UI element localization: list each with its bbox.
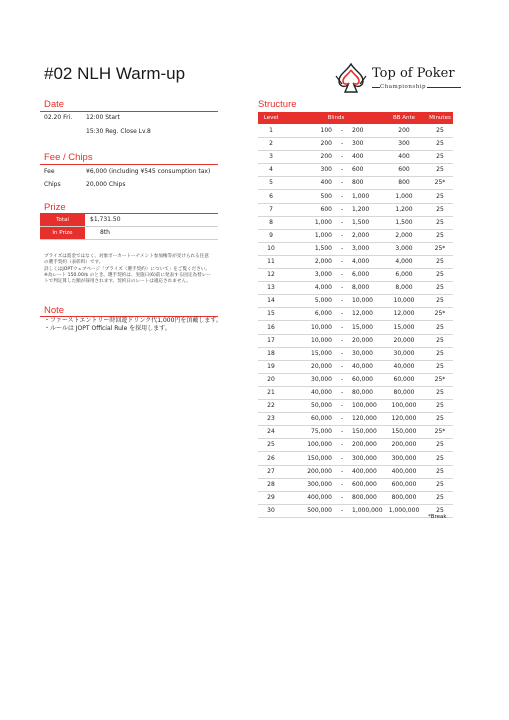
bb-ante-cell: 300,000 [391, 454, 417, 462]
table-row [258, 360, 453, 374]
big-blind: 1,500 [352, 218, 370, 226]
prize-note-line: プライズは賞金ではなく、対象ポーカートーナメント参加権等が受けられる任意 [44, 254, 209, 259]
big-blind: 20,000 [352, 336, 373, 344]
logo-divider-left [372, 87, 380, 88]
small-blind: 4,000 [314, 284, 332, 292]
prize-bottom-divider [40, 239, 218, 240]
bb-ante-cell: 2,000 [395, 231, 413, 239]
fee-label: Fee [44, 168, 55, 175]
small-blind: 50,000 [311, 402, 332, 410]
big-blind: 10,000 [352, 297, 373, 305]
level-cell: 26 [267, 454, 275, 462]
blinds-dash: - [341, 192, 344, 200]
level-cell: 9 [269, 231, 273, 239]
minutes-cell: 25 [436, 127, 444, 134]
big-blind: 80,000 [352, 389, 373, 396]
blinds-dash: - [341, 127, 344, 134]
prize-note-line: トで判定算した額が採用されます。契約日のレートは適応されません。 [44, 279, 191, 285]
bb-ante-cell: 600,000 [391, 480, 417, 488]
prize-in-prize-value: 8th [100, 229, 110, 236]
big-blind: 400 [352, 153, 364, 161]
level-cell: 5 [269, 179, 273, 187]
blinds-dash: - [341, 480, 344, 488]
col-minutes: Minutes [429, 115, 451, 121]
page-title: #02 NLH Warm-up [44, 64, 186, 83]
bb-ante-cell: 200,000 [391, 441, 417, 449]
bb-ante-cell: 300 [398, 140, 410, 148]
blinds-dash: - [341, 428, 344, 436]
blinds-dash: - [341, 140, 344, 148]
small-blind: 30,000 [311, 375, 332, 383]
level-cell: 15 [267, 310, 275, 318]
big-blind: 300,000 [352, 454, 377, 462]
minutes-cell: 25 [436, 506, 444, 514]
big-blind: 3,000 [352, 244, 370, 252]
level-cell: 7 [269, 205, 273, 213]
table-row [258, 334, 453, 348]
bb-ante-cell: 150,000 [391, 428, 417, 436]
table-row [258, 255, 453, 269]
note-lines [44, 317, 222, 333]
small-blind: 150,000 [307, 454, 332, 462]
big-blind: 15,000 [352, 323, 373, 331]
prize-in-prize-row [40, 227, 218, 239]
minutes-cell: 25* [434, 428, 446, 436]
big-blind: 2,000 [352, 231, 370, 239]
level-cell: 1 [269, 127, 273, 134]
table-row [258, 465, 453, 479]
bb-ante-cell: 1,000,000 [388, 506, 420, 514]
bb-ante-cell: 120,000 [391, 415, 417, 423]
table-row [258, 163, 453, 177]
bb-ante-cell: 400 [398, 153, 410, 161]
minutes-cell: 25 [436, 467, 444, 475]
spade-logo-icon [334, 62, 368, 94]
blinds-dash: - [341, 454, 344, 462]
blinds-dash: - [341, 218, 344, 226]
bb-ante-cell: 600 [398, 166, 410, 174]
level-cell: 2 [269, 140, 273, 148]
minutes-cell: 25 [436, 218, 444, 226]
minutes-cell: 25 [436, 389, 444, 396]
bb-ante-cell: 1,500 [395, 218, 413, 226]
small-blind: 1,000 [314, 218, 332, 226]
minutes-cell: 25 [436, 297, 444, 305]
small-blind: 500 [320, 192, 332, 200]
big-blind: 600,000 [352, 480, 377, 488]
prize-note-line: の選手契約（表彰料）です。 [44, 260, 104, 266]
table-row [258, 307, 453, 321]
small-blind: 15,000 [311, 349, 332, 357]
break-note: *Break [428, 514, 447, 520]
minutes-cell: 25 [436, 231, 444, 239]
level-cell: 22 [267, 402, 275, 410]
blinds-dash: - [341, 402, 344, 410]
blinds-dash: - [341, 336, 344, 344]
small-blind: 100,000 [307, 441, 332, 449]
bb-ante-cell: 20,000 [393, 336, 415, 344]
big-blind: 6,000 [352, 271, 370, 279]
level-cell: 18 [267, 349, 275, 357]
prize-heading: Prize [44, 202, 66, 213]
bb-ante-cell: 12,000 [393, 310, 415, 318]
bb-ante-cell: 1,200 [395, 205, 413, 213]
level-cell: 17 [267, 336, 275, 344]
table-row [258, 281, 453, 295]
small-blind: 200 [320, 140, 332, 148]
minutes-cell: 25 [436, 192, 444, 200]
date-start: 12:00 Start [86, 114, 120, 121]
level-cell: 8 [269, 218, 273, 226]
table-row [258, 216, 453, 230]
table-row [258, 203, 453, 217]
table-row [258, 399, 453, 413]
small-blind: 2,000 [314, 258, 332, 265]
minutes-cell: 25 [436, 205, 444, 213]
minutes-cell: 25* [434, 310, 446, 318]
big-blind: 1,000,000 [352, 506, 383, 514]
table-row [258, 347, 453, 361]
small-blind: 300,000 [307, 480, 332, 488]
bb-ante-cell: 1,000 [395, 192, 413, 200]
minutes-cell: 25 [436, 441, 444, 449]
bb-ante-cell: 100,000 [391, 402, 417, 410]
prize-notes [44, 254, 211, 285]
big-blind: 1,000 [352, 192, 370, 200]
big-blind: 40,000 [352, 362, 373, 370]
small-blind: 400,000 [307, 493, 332, 501]
chips-label: Chips [44, 181, 61, 188]
blinds-dash: - [341, 323, 344, 331]
fee-chips-rule [40, 164, 218, 165]
big-blind: 200 [352, 127, 364, 134]
big-blind: 200,000 [352, 441, 377, 449]
level-cell: 10 [267, 244, 275, 252]
level-cell: 29 [267, 493, 275, 501]
small-blind: 40,000 [311, 389, 332, 396]
table-row [258, 242, 453, 256]
note-heading: Note [44, 305, 65, 316]
level-cell: 11 [267, 258, 275, 265]
big-blind: 150,000 [352, 428, 377, 436]
minutes-cell: 25 [436, 493, 444, 501]
minutes-cell: 25* [434, 375, 446, 383]
blinds-dash: - [341, 258, 344, 265]
small-blind: 75,000 [311, 428, 332, 436]
level-cell: 30 [267, 506, 275, 514]
minutes-cell: 25 [436, 140, 444, 148]
level-cell: 14 [267, 297, 275, 305]
level-cell: 13 [267, 284, 275, 292]
level-cell: 12 [267, 271, 275, 279]
small-blind: 200,000 [307, 467, 332, 475]
level-cell: 6 [269, 192, 273, 200]
minutes-cell: 25 [436, 336, 444, 344]
prize-in-prize-label: In Prize [40, 227, 85, 239]
prize-total-row [40, 214, 218, 226]
level-cell: 16 [267, 323, 275, 331]
blinds-dash: - [341, 441, 344, 449]
bb-ante-cell: 800,000 [391, 493, 417, 501]
prize-note-line: ※為レート 150.00/$ のとき。選手契約は、実施日(6)前に発表する固定為替レー [44, 272, 211, 278]
table-row [258, 176, 453, 190]
table-row [258, 478, 453, 492]
big-blind: 30,000 [352, 349, 373, 357]
level-cell: 23 [267, 415, 275, 423]
small-blind: 1,000 [314, 231, 332, 239]
minutes-cell: 25 [436, 480, 444, 488]
minutes-cell: 25 [436, 323, 444, 331]
top-of-poker-logo [334, 62, 464, 96]
blinds-dash: - [341, 493, 344, 501]
big-blind: 1,200 [352, 205, 370, 213]
bb-ante-cell: 10,000 [393, 297, 415, 305]
table-row [258, 294, 453, 308]
small-blind: 10,000 [311, 323, 332, 331]
chips-value: 20,000 Chips [86, 181, 126, 188]
blinds-dash: - [341, 179, 344, 187]
minutes-cell: 25* [434, 244, 446, 252]
small-blind: 20,000 [311, 362, 332, 370]
table-row [258, 268, 453, 282]
col-blinds: Blinds [327, 115, 345, 121]
big-blind: 8,000 [352, 284, 370, 292]
big-blind: 4,000 [352, 258, 370, 265]
blinds-dash: - [341, 284, 344, 292]
bb-ante-cell: 800 [398, 179, 410, 187]
fee-value: ¥6,000 (including ¥545 consumption tax) [86, 168, 211, 175]
prize-note-line: 詳しくはJOPTウェブページ「プライズ（選手契約）について」をご覧ください。 [44, 266, 211, 272]
big-blind: 400,000 [352, 467, 377, 475]
level-cell: 28 [267, 480, 275, 488]
table-row [258, 412, 453, 426]
note-line: ・ルールは JOPT Official Rule を採用します。 [44, 325, 171, 332]
bb-ante-cell: 30,000 [393, 349, 415, 357]
table-row [258, 386, 453, 400]
col-level: Level [263, 115, 279, 121]
table-row [258, 425, 453, 439]
date-day: 02.20 Fri. [44, 114, 73, 121]
blinds-dash: - [341, 467, 344, 475]
small-blind: 400 [320, 179, 332, 187]
blinds-dash: - [341, 153, 344, 161]
blinds-dash: - [341, 349, 344, 357]
big-blind: 800 [352, 179, 364, 187]
bb-ante-cell: 6,000 [395, 271, 413, 279]
blinds-dash: - [341, 362, 344, 370]
small-blind: 100 [320, 127, 332, 134]
col-bb-ante: BB Ante [392, 115, 416, 121]
fee-chips-heading: Fee / Chips [44, 152, 93, 163]
blinds-dash: - [341, 166, 344, 174]
bb-ante-cell: 60,000 [393, 375, 415, 383]
prize-total-label: Total [40, 214, 85, 226]
date-rule [40, 111, 218, 112]
minutes-cell: 25 [436, 166, 444, 174]
structure-header-row [258, 112, 453, 124]
level-cell: 21 [267, 389, 275, 396]
small-blind: 60,000 [311, 415, 332, 423]
table-row [258, 124, 453, 138]
blinds-dash: - [341, 310, 344, 318]
minutes-cell: 25 [436, 349, 444, 357]
table-row [258, 504, 453, 518]
blinds-dash: - [341, 297, 344, 305]
level-cell: 20 [267, 375, 275, 383]
small-blind: 300 [320, 166, 332, 174]
big-blind: 12,000 [352, 310, 373, 318]
bb-ante-cell: 80,000 [393, 389, 415, 396]
table-row [258, 190, 453, 204]
minutes-cell: 25 [436, 415, 444, 423]
blinds-dash: - [341, 389, 344, 396]
blinds-dash: - [341, 231, 344, 239]
minutes-cell: 25 [436, 402, 444, 410]
big-blind: 300 [352, 140, 364, 148]
bb-ante-cell: 8,000 [395, 284, 413, 292]
small-blind: 200 [320, 153, 332, 161]
structure-heading: Structure [258, 99, 297, 110]
big-blind: 800,000 [352, 493, 377, 501]
level-cell: 27 [267, 467, 275, 475]
table-row [258, 491, 453, 505]
small-blind: 500,000 [307, 506, 332, 514]
table-row [258, 373, 453, 387]
small-blind: 10,000 [311, 336, 332, 344]
level-cell: 25 [267, 441, 275, 449]
level-cell: 24 [267, 428, 275, 436]
bb-ante-cell: 400,000 [391, 467, 417, 475]
logo-name: Top of Poker [372, 66, 455, 81]
blinds-dash: - [341, 415, 344, 423]
bb-ante-cell: 15,000 [393, 323, 415, 331]
small-blind: 600 [320, 205, 332, 213]
minutes-cell: 25 [436, 258, 444, 265]
minutes-cell: 25 [436, 271, 444, 279]
blinds-dash: - [341, 205, 344, 213]
table-row [258, 438, 453, 452]
logo-subtitle: Championship [380, 84, 427, 90]
blinds-dash: - [341, 506, 344, 514]
small-blind: 3,000 [314, 271, 332, 279]
small-blind: 5,000 [314, 297, 332, 305]
date-reg-close: 15:30 Reg. Close Lv.8 [86, 128, 151, 135]
table-row [258, 229, 453, 243]
small-blind: 6,000 [314, 310, 332, 318]
bb-ante-cell: 4,000 [395, 258, 413, 265]
minutes-cell: 25 [436, 153, 444, 161]
table-row [258, 137, 453, 151]
level-cell: 19 [267, 362, 275, 370]
table-row [258, 150, 453, 164]
blinds-dash: - [341, 244, 344, 252]
prize-total-value: $1,731.50 [90, 216, 121, 223]
minutes-cell: 25* [434, 179, 446, 187]
minutes-cell: 25 [436, 362, 444, 370]
table-row [258, 452, 453, 466]
small-blind: 1,500 [314, 244, 332, 252]
bb-ante-cell: 3,000 [395, 244, 413, 252]
bb-ante-cell: 200 [398, 127, 410, 134]
minutes-cell: 25 [436, 284, 444, 292]
minutes-cell: 25 [436, 454, 444, 462]
level-cell: 3 [269, 153, 273, 161]
note-line: ・ファーストエントリー時回遊ドリンク代1,000円を頂戴します。 [44, 317, 222, 324]
logo-divider-right [427, 87, 461, 88]
big-blind: 100,000 [352, 402, 377, 410]
blinds-dash: - [341, 375, 344, 383]
big-blind: 600 [352, 166, 364, 174]
table-row [258, 321, 453, 335]
bb-ante-cell: 40,000 [393, 362, 415, 370]
big-blind: 120,000 [352, 415, 377, 423]
level-cell: 4 [269, 166, 273, 174]
big-blind: 60,000 [352, 375, 373, 383]
blinds-dash: - [341, 271, 344, 279]
date-heading: Date [44, 99, 65, 110]
